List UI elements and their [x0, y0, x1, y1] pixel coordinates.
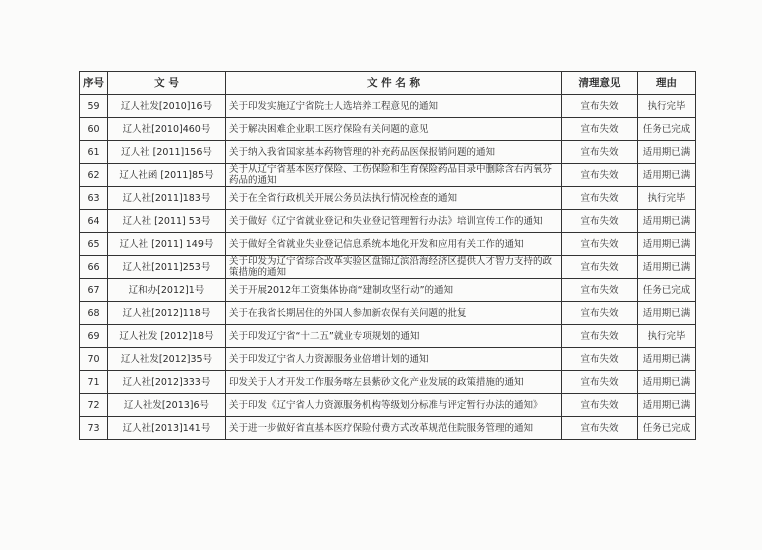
- document-code: 辽人社[2011]183号: [108, 187, 226, 210]
- document-code: 辽人社发[2010]16号: [108, 95, 226, 118]
- document-title: 关于纳入我省国家基本药物管理的补充药品医保报销问题的通知: [226, 141, 562, 164]
- cleanup-opinion: 宣布失效: [562, 210, 638, 233]
- document-code: 辽人社 [2011] 53号: [108, 210, 226, 233]
- document-code: 辽人社 [2011]156号: [108, 141, 226, 164]
- cleanup-opinion: 宣布失效: [562, 95, 638, 118]
- header-reason: 理由: [638, 72, 696, 95]
- cleanup-reason: 适用期已满: [638, 210, 696, 233]
- row-number: 66: [80, 256, 108, 279]
- cleanup-opinion: 宣布失效: [562, 118, 638, 141]
- cleanup-reason: 执行完毕: [638, 187, 696, 210]
- cleanup-opinion: 宣布失效: [562, 394, 638, 417]
- table-row: [80, 279, 696, 302]
- table-row: [80, 187, 696, 210]
- table-row: [80, 118, 696, 141]
- cleanup-opinion: 宣布失效: [562, 233, 638, 256]
- table-row: [80, 348, 696, 371]
- header-opinion: 清理意见: [562, 72, 638, 95]
- cleanup-reason: 适用期已满: [638, 233, 696, 256]
- document-code: 辽人社[2012]333号: [108, 371, 226, 394]
- document-title: 关于印发辽宁省“十二五”就业专项规划的通知: [226, 325, 562, 348]
- cleanup-reason: 适用期已满: [638, 256, 696, 279]
- row-number: 71: [80, 371, 108, 394]
- table-row: [80, 302, 696, 325]
- document-code: 辽人社[2012]118号: [108, 302, 226, 325]
- cleanup-reason: 执行完毕: [638, 95, 696, 118]
- cleanup-reason: 执行完毕: [638, 325, 696, 348]
- document-title: 关于在全省行政机关开展公务员法执行情况检查的通知: [226, 187, 562, 210]
- header-num: 序号: [80, 72, 108, 95]
- row-number: 60: [80, 118, 108, 141]
- document-title: 关于解决困难企业职工医疗保险有关问题的意见: [226, 118, 562, 141]
- document-code: 辽人社[2011]253号: [108, 256, 226, 279]
- row-number: 67: [80, 279, 108, 302]
- row-number: 62: [80, 164, 108, 187]
- document-title: 印发关于人才开发工作服务喀左县紫砂文化产业发展的政策措施的通知: [226, 371, 562, 394]
- table-row: [80, 233, 696, 256]
- cleanup-reason: 任务已完成: [638, 118, 696, 141]
- cleanup-reason: 适用期已满: [638, 394, 696, 417]
- cleanup-opinion: 宣布失效: [562, 279, 638, 302]
- document-code: 辽人社[2013]141号: [108, 417, 226, 440]
- document-title: 关于进一步做好省直基本医疗保险付费方式改革规范住院服务管理的通知: [226, 417, 562, 440]
- cleanup-opinion: 宣布失效: [562, 348, 638, 371]
- document-code: 辽人社发[2013]6号: [108, 394, 226, 417]
- cleanup-reason: 任务已完成: [638, 417, 696, 440]
- table-row: [80, 371, 696, 394]
- row-number: 69: [80, 325, 108, 348]
- cleanup-reason: 适用期已满: [638, 302, 696, 325]
- document-table: [79, 71, 696, 440]
- table-row: [80, 394, 696, 417]
- row-number: 72: [80, 394, 108, 417]
- document-title: 关于印发为辽宁省综合改革实验区盘锦辽滨沿海经济区提供人才智力支持的政策措施的通知: [226, 256, 562, 279]
- row-number: 64: [80, 210, 108, 233]
- row-number: 73: [80, 417, 108, 440]
- table-row: [80, 164, 696, 187]
- cleanup-opinion: 宣布失效: [562, 325, 638, 348]
- row-number: 61: [80, 141, 108, 164]
- cleanup-opinion: 宣布失效: [562, 187, 638, 210]
- row-number: 70: [80, 348, 108, 371]
- header-title: 文 件 名 称: [226, 72, 562, 95]
- cleanup-opinion: 宣布失效: [562, 371, 638, 394]
- row-number: 59: [80, 95, 108, 118]
- row-number: 63: [80, 187, 108, 210]
- cleanup-opinion: 宣布失效: [562, 302, 638, 325]
- document-code: 辽人社 [2011] 149号: [108, 233, 226, 256]
- document-code: 辽人社发 [2012]18号: [108, 325, 226, 348]
- document-title: 关于在我省长期居住的外国人参加新农保有关问题的批复: [226, 302, 562, 325]
- document-code: 辽和办[2012]1号: [108, 279, 226, 302]
- table-row: [80, 417, 696, 440]
- document-title: 关于印发实施辽宁省院士人选培养工程意见的通知: [226, 95, 562, 118]
- row-number: 65: [80, 233, 108, 256]
- document-title: 关于开展2012年工资集体协商“建制攻坚行动”的通知: [226, 279, 562, 302]
- cleanup-opinion: 宣布失效: [562, 417, 638, 440]
- cleanup-opinion: 宣布失效: [562, 164, 638, 187]
- document-code: 辽人社函 [2011]85号: [108, 164, 226, 187]
- table-row: [80, 95, 696, 118]
- table-row: [80, 325, 696, 348]
- row-number: 68: [80, 302, 108, 325]
- table-body: [80, 95, 696, 440]
- document-title: 关于印发辽宁省人力资源服务业倍增计划的通知: [226, 348, 562, 371]
- document-title: 关于从辽宁省基本医疗保险、工伤保险和生育保险药品目录中删除含右丙氧芬药品的通知: [226, 164, 562, 187]
- cleanup-reason: 适用期已满: [638, 164, 696, 187]
- table-row: [80, 210, 696, 233]
- document-code: 辽人社[2010]460号: [108, 118, 226, 141]
- cleanup-opinion: 宣布失效: [562, 141, 638, 164]
- header-row: [80, 72, 696, 95]
- cleanup-reason: 适用期已满: [638, 348, 696, 371]
- header-code: 文 号: [108, 72, 226, 95]
- cleanup-reason: 适用期已满: [638, 141, 696, 164]
- cleanup-reason: 任务已完成: [638, 279, 696, 302]
- table-row: [80, 141, 696, 164]
- cleanup-reason: 适用期已满: [638, 371, 696, 394]
- document-title: 关于印发《辽宁省人力资源服务机构等级划分标准与评定暂行办法的通知》: [226, 394, 562, 417]
- document-title: 关于做好全省就业失业登记信息系统本地化开发和应用有关工作的通知: [226, 233, 562, 256]
- table-row: [80, 256, 696, 279]
- cleanup-opinion: 宣布失效: [562, 256, 638, 279]
- document-code: 辽人社发[2012]35号: [108, 348, 226, 371]
- document-title: 关于做好《辽宁省就业登记和失业登记管理暂行办法》培训宣传工作的通知: [226, 210, 562, 233]
